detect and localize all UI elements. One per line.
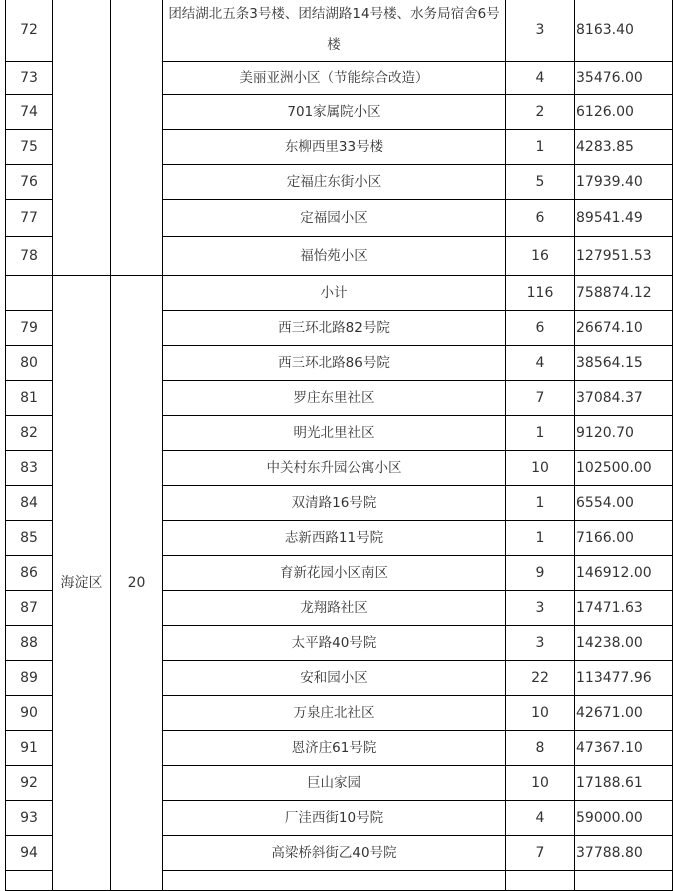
subtotal-row xyxy=(6,276,673,311)
community-name-cell: 福怡苑小区 xyxy=(163,237,506,276)
community-name-cell: 万泉庄北社区 xyxy=(163,696,506,731)
table-row xyxy=(6,0,673,62)
area-cell: 17471.63 xyxy=(575,591,673,626)
row-number-cell: 77 xyxy=(6,200,53,237)
building-count-cell: 5 xyxy=(506,165,575,200)
community-name-cell: 定福庄东街小区 xyxy=(163,165,506,200)
community-name-cell: 罗庄东里社区 xyxy=(163,381,506,416)
area-cell: 42671.00 xyxy=(575,696,673,731)
building-count-cell: 10 xyxy=(506,766,575,801)
community-name-cell: 团结湖北五条3号楼、团结湖路14号楼、水务局宿舍6号楼 xyxy=(163,0,506,62)
building-count-cell: 1 xyxy=(506,130,575,165)
row-number-cell: 92 xyxy=(6,766,53,801)
row-number-cell: 76 xyxy=(6,165,53,200)
building-count-cell: 4 xyxy=(506,801,575,836)
district-total-cell xyxy=(111,0,163,276)
row-number-cell: 93 xyxy=(6,801,53,836)
community-name-cell: 定福园小区 xyxy=(163,200,506,237)
row-number-cell: 86 xyxy=(6,556,53,591)
row-number-cell: 94 xyxy=(6,836,53,871)
area-cell: 127951.53 xyxy=(575,237,673,276)
district-cell: 海淀区 xyxy=(53,276,111,891)
row-number-cell: 78 xyxy=(6,237,53,276)
community-name-cell: 明光北里社区 xyxy=(163,416,506,451)
community-name-cell: 厂洼西街10号院 xyxy=(163,801,506,836)
community-name-cell: 恩济庄61号院 xyxy=(163,731,506,766)
row-number-cell: 88 xyxy=(6,626,53,661)
row-number-cell: 84 xyxy=(6,486,53,521)
row-number-cell: 83 xyxy=(6,451,53,486)
area-cell: 37788.80 xyxy=(575,836,673,871)
area-cell: 26674.10 xyxy=(575,311,673,346)
community-name-cell: 西三环北路82号院 xyxy=(163,311,506,346)
area-cell: 102500.00 xyxy=(575,451,673,486)
area-cell: 6554.00 xyxy=(575,486,673,521)
building-count-cell: 9 xyxy=(506,556,575,591)
building-count-cell: 8 xyxy=(506,731,575,766)
row-number-cell: 79 xyxy=(6,311,53,346)
subtotal-label-cell: 小计 xyxy=(163,276,506,311)
area-cell: 59000.00 xyxy=(575,801,673,836)
building-count-cell: 10 xyxy=(506,451,575,486)
row-number-cell: 85 xyxy=(6,521,53,556)
community-name-cell: 安和园小区 xyxy=(163,661,506,696)
community-name-cell: 志新西路11号院 xyxy=(163,521,506,556)
area-cell: 113477.96 xyxy=(575,661,673,696)
row-number-cell: 81 xyxy=(6,381,53,416)
building-count-cell: 6 xyxy=(506,200,575,237)
community-name-cell: 高梁桥斜街乙40号院 xyxy=(163,836,506,871)
district-cell xyxy=(53,0,111,276)
building-count-cell: 1 xyxy=(506,416,575,451)
area-cell: 14238.00 xyxy=(575,626,673,661)
row-number-cell: 73 xyxy=(6,62,53,95)
area-cell: 6126.00 xyxy=(575,95,673,130)
area-cell: 7166.00 xyxy=(575,521,673,556)
area-cell: 17188.61 xyxy=(575,766,673,801)
building-count-cell: 3 xyxy=(506,0,575,62)
building-count-cell: 2 xyxy=(506,95,575,130)
row-number-cell: 91 xyxy=(6,731,53,766)
building-count-cell: 16 xyxy=(506,237,575,276)
district-total-cell: 20 xyxy=(111,276,163,891)
building-count-cell: 3 xyxy=(506,626,575,661)
building-count-cell: 22 xyxy=(506,661,575,696)
building-count-cell: 7 xyxy=(506,381,575,416)
row-number-cell: 72 xyxy=(6,0,53,62)
row-number-cell: 82 xyxy=(6,416,53,451)
area-cell: 4283.85 xyxy=(575,130,673,165)
row-number-cell xyxy=(6,276,53,311)
row-number-cell: 80 xyxy=(6,346,53,381)
community-renovation-table xyxy=(5,0,673,891)
building-count-cell: 1 xyxy=(506,521,575,556)
area-cell: 17939.40 xyxy=(575,165,673,200)
building-count-cell: 6 xyxy=(506,311,575,346)
community-name-cell: 701家属院小区 xyxy=(163,95,506,130)
community-name-cell: 美丽亚洲小区（节能综合改造） xyxy=(163,62,506,95)
building-count-cell: 1 xyxy=(506,486,575,521)
area-cell: 8163.40 xyxy=(575,0,673,62)
table-body xyxy=(6,0,673,891)
area-cell: 89541.49 xyxy=(575,200,673,237)
building-count-cell: 4 xyxy=(506,62,575,95)
community-name-cell: 东柳西里33号楼 xyxy=(163,130,506,165)
building-count-cell: 3 xyxy=(506,591,575,626)
area-cell: 35476.00 xyxy=(575,62,673,95)
area-cell: 146912.00 xyxy=(575,556,673,591)
row-number-cell: 89 xyxy=(6,661,53,696)
area-cell: 758874.12 xyxy=(575,276,673,311)
community-name-cell: 中关村东升园公寓小区 xyxy=(163,451,506,486)
community-name-cell: 巨山家园 xyxy=(163,766,506,801)
area-cell: 9120.70 xyxy=(575,416,673,451)
row-number-cell: 74 xyxy=(6,95,53,130)
community-name-cell: 龙翔路社区 xyxy=(163,591,506,626)
building-count-cell: 7 xyxy=(506,836,575,871)
area-cell: 38564.15 xyxy=(575,346,673,381)
community-name-cell: 育新花园小区南区 xyxy=(163,556,506,591)
building-count-cell: 116 xyxy=(506,276,575,311)
row-number-cell: 90 xyxy=(6,696,53,731)
area-cell: 37084.37 xyxy=(575,381,673,416)
community-name-cell: 太平路40号院 xyxy=(163,626,506,661)
community-name-cell: 西三环北路86号院 xyxy=(163,346,506,381)
row-number-cell: 87 xyxy=(6,591,53,626)
building-count-cell: 4 xyxy=(506,346,575,381)
building-count-cell: 10 xyxy=(506,696,575,731)
area-cell: 47367.10 xyxy=(575,731,673,766)
row-number-cell: 75 xyxy=(6,130,53,165)
community-name-cell: 双清路16号院 xyxy=(163,486,506,521)
